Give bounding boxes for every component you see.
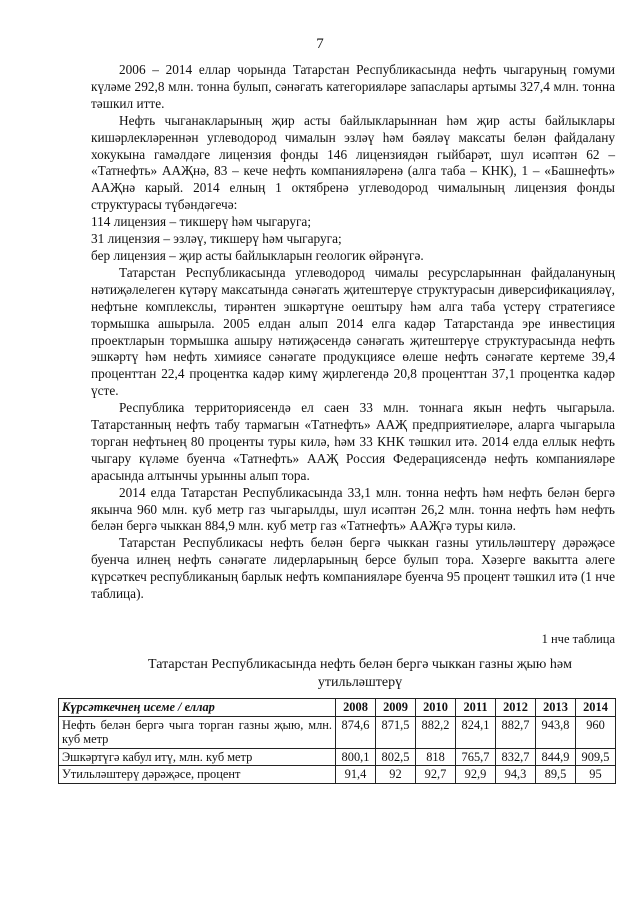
table-cell: 844,9 [536, 748, 576, 766]
paragraph: 2014 елда Татарстан Республикасында 33,1 млн. тонна нефть һәм нефть белән бергә якынча 960 млн. куб метр газ чыгарылды, шул исәптән 26,2 млн. тонна нефть һәм нефть белән бергә чыккан 884,9 млн. куб метр газ «Татнефть» ААҖгә туры килә. [91, 484, 615, 534]
table-cell: 802,5 [376, 748, 416, 766]
table-cell: 882,2 [416, 716, 456, 748]
table-cell: 818 [416, 748, 456, 766]
year-header: 2008 [336, 699, 376, 717]
table-cell: 960 [576, 716, 616, 748]
table-row [59, 766, 616, 784]
table-cell: 832,7 [496, 748, 536, 766]
table-cell: 824,1 [456, 716, 496, 748]
table-cell: 765,7 [456, 748, 496, 766]
year-header: 2009 [376, 699, 416, 717]
paragraph: Татарстан Республикасында углеводород чималы ресурсларыннан файдалануның нәтиҗәлелеген күтәрү максатында сәнәгать җитештерүе структурасын диверсификацияләү, нефтьне комплекслы, тирәнтен эшкәртүне оештыру һәм алга таба үстерү стратегиясе тормышка ашырыла. 2005 елдан алып 2014 елга кадәр Татарстанда эре инвестиция проектларын тормышка ашыру нәтиҗәсендә сәнәгать җитештерүе структурасында нефть эшкәртү һәм нефть химиясе сәнәгате продукциясе өлеше нефть сәнәгате кертеме 39,4 проценттан 22,4 процентка кадәр кимү җирлегендә 20,8 проценттан 37,1 процентка кадәр үсте. [91, 264, 615, 399]
paragraph: 2006 – 2014 еллар чорында Татарстан Республикасында нефть чыгаруның гомуми күләме 292,8 млн. тонна булып, сәнәгать категорияләре запаслары артымы 327,4 млн. тонна тәшкил итте. [91, 62, 615, 111]
year-header: 2012 [496, 699, 536, 717]
table-cell: 800,1 [336, 748, 376, 766]
year-header: 2011 [456, 699, 496, 717]
row-label: Утильләштерү дәрәҗәсе, процент [59, 766, 336, 784]
table-row [59, 716, 616, 748]
table-cell: 882,7 [496, 716, 536, 748]
table-cell: 94,3 [496, 766, 536, 784]
table-cell: 909,5 [576, 748, 616, 766]
page-number: 7 [316, 36, 324, 52]
body-text [91, 62, 615, 603]
table-cell: 92 [376, 766, 416, 784]
table-header-label: Күрсәткечнең исеме / еллар [59, 699, 336, 717]
table-cell: 874,6 [336, 716, 376, 748]
table-cell: 92,7 [416, 766, 456, 784]
table-cell: 91,4 [336, 766, 376, 784]
table-cell: 871,5 [376, 716, 416, 748]
table-caption: Татарстан Республикасында нефть белән бергә чыккан газны җыю һәм утильләштерү [148, 657, 572, 690]
table-cell: 92,9 [456, 766, 496, 784]
table-cell: 89,5 [536, 766, 576, 784]
table-row [59, 748, 616, 766]
table-cell: 943,8 [536, 716, 576, 748]
table-label: 1 нче таблица [541, 632, 615, 646]
paragraph: Татарстан Республикасы нефть белән бергә чыккан газны утильләштерү дәрәҗәсе буенча илнең нефть сәнәгате лидерларының берсе булып тора. Хәзерге вакытта әлеге күрсәткеч республиканың барлык нефть компанияләре буенча 95 процент тәшкил итә (1 нче таблица). [91, 535, 615, 602]
row-label: Нефть белән бергә чыга торган газны җыю, млн. куб метр [59, 716, 336, 748]
table-header-row [59, 699, 616, 717]
list-item: 114 лицензия – тикшерү һәм чыгаруга; [91, 214, 312, 230]
year-header: 2013 [536, 699, 576, 717]
table-cell: 95 [576, 766, 616, 784]
row-label: Эшкәртүгә кабул итү, млн. куб метр [59, 748, 336, 766]
list-item: бер лицензия – җир асты байлыкларын геологик өйрәнүгә. [91, 247, 424, 263]
paragraph: Нефть чыганакларының җир асты байлыкларыннан һәм җир асты байлыклары кишәрлекләреннән углеводород чималын эзләү һәм бәяләү максаты белән файдалану хокукына гамәлдәге лицензия фонды 146 лицензиядән гыйбарәт, шул исәптән 62 – «Татнефть» ААҖнә, 83 – кече нефть компанияләренә (алга таба – КНК), 1 – «Башнефть» ААҖнә карый. 2014 елның 1 октябренә углеводород чималының лицензия фонды структурасы түбәндәгечә: [91, 112, 615, 213]
data-table [58, 698, 616, 784]
paragraph: Республика территориясендә ел саен 33 млн. тоннага якын нефть чыгарыла. Татарстанның нефть табу тармагын «Татнефть» ААҖ предприятиеләре, аларга чыгарыла торган нефтьнең 80 проценты туры килә, һәм 33 КНК тәшкил итә. 2014 елда еллык нефть чыгару күләме буенча «Татнефть» ААҖ Россия Федерациясендә нефть компанияләре арасында алтынчы урынны алып тора. [91, 400, 615, 483]
list-item: 31 лицензия – эзләү, тикшерү һәм чыгаруга; [91, 231, 342, 247]
year-header: 2010 [416, 699, 456, 717]
year-header: 2014 [576, 699, 616, 717]
